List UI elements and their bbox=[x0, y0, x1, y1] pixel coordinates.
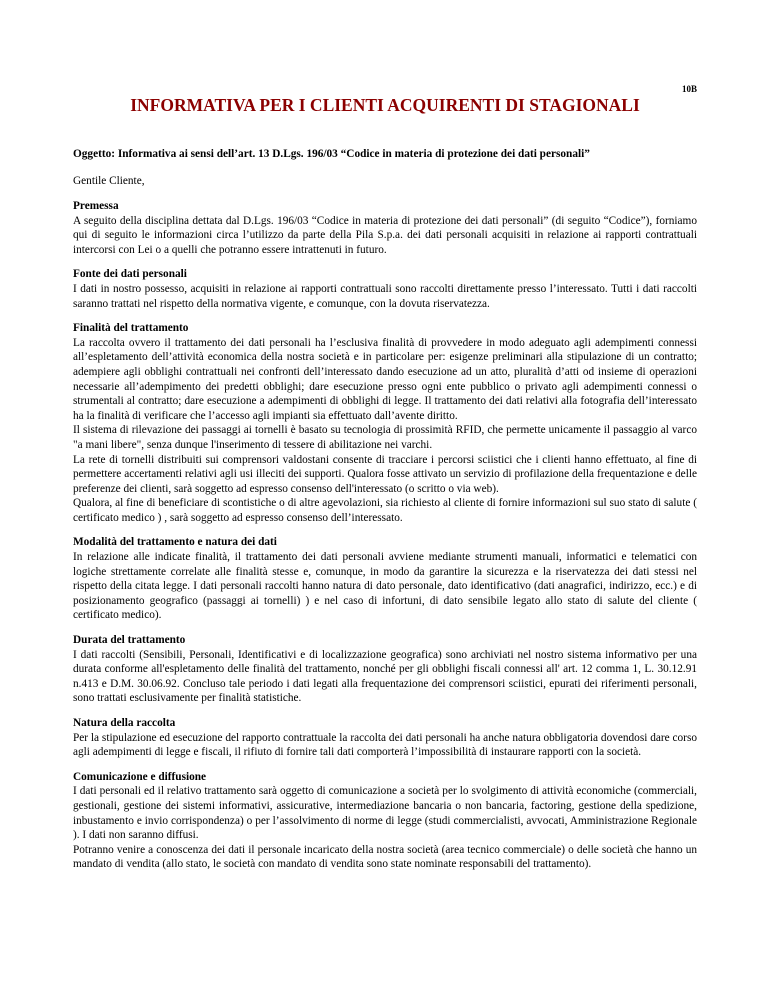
paragraph: La rete di tornelli distribuiti sui comprensori valdostani consente di tracciare i percorsi sciistici che i clienti hanno effettuato, al fine di permettere accertamenti relativi agli usi illeciti dei supporti. Qualora fosse attivato un servizio di profilazione della frequentazione e delle preferenze dei clienti, sarà soggetto ad espresso consenso dell'interessato (o scritto o via web). bbox=[73, 453, 697, 495]
section-heading: Premessa bbox=[73, 200, 119, 212]
paragraph: Il sistema di rilevazione dei passaggi ai tornelli è basato su tecnologia di prossimità RFID, che permette unicamente il passaggio al varco "a mani libere", senza dunque l'inserimento di tessere di abilitazione nei varchi. bbox=[73, 424, 697, 451]
paragraph: Potranno venire a conoscenza dei dati il personale incaricato della nostra società (area tecnico commerciale) o delle società che hanno un mandato di vendita (allo stato, le società con mandato di vendita sono state nominate responsabili del trattamento). bbox=[73, 843, 697, 871]
greeting: Gentile Cliente, bbox=[73, 175, 145, 187]
section-modalita bbox=[73, 535, 697, 623]
paragraph: I dati raccolti (Sensibili, Personali, Identificativi e di localizzazione geografica) sono archiviati nel nostro sistema informativo per una durata conforme all'espletamento delle finalità del trattamento, nonché per gli obblighi fiscali connessi all' art. 12 comma 1, L. 30.12.91 n.413 e D.M. 30.06.92. Concluso tale periodo i dati legati alla frequentazione dei comprensori sciistici, epurati dei riferimenti personali, sono trattati esclusivamente per finalità statistiche. bbox=[73, 648, 697, 705]
sections-container bbox=[73, 199, 697, 882]
section-fonte-dati bbox=[73, 267, 697, 311]
section-heading: Durata del trattamento bbox=[73, 634, 186, 647]
section-premessa bbox=[73, 199, 697, 257]
section-comunicazione bbox=[73, 770, 697, 872]
section-heading: Fonte dei dati personali bbox=[73, 268, 187, 281]
paragraph: I dati personali ed il relativo trattamento sarà oggetto di comunicazione a società per lo svolgimento di attività economiche (commerciali, gestionali, gestione dei sistemi informativi, assicurative, intermediazione bancaria o non bancaria, factoring, gestione della spedizione, inbustamento e invio corrispondenza) o per l’assolvimento di norme di legge (studi commercialisti, avvocati, Amministrazione Regionale ). I dati non saranno diffusi. bbox=[73, 785, 697, 842]
section-durata bbox=[73, 633, 697, 706]
subject-line: Oggetto: Informativa ai sensi dell’art. 13 D.Lgs. 196/03 “Codice in materia di protezione dei dati personali” bbox=[73, 148, 590, 160]
section-heading: Finalità del trattamento bbox=[73, 322, 189, 335]
section-heading: Modalità del trattamento e natura dei dati bbox=[73, 536, 277, 549]
section-natura-raccolta bbox=[73, 716, 697, 760]
section-finalita bbox=[73, 321, 697, 525]
document-title: INFORMATIVA PER I CLIENTI ACQUIRENTI DI STAGIONALI bbox=[130, 95, 640, 115]
section-heading: Comunicazione e diffusione bbox=[73, 770, 207, 783]
paragraph: A seguito della disciplina dettata dal D.Lgs. 196/03 “Codice in materia di protezione dei dati personali” (di seguito “Codice”), forniamo qui di seguito le informazioni circa l’utilizzo da parte della Pila S.p.a. dei dati personali acquisiti in relazione ai rapporti contrattuali intercorsi con Lei o a quelli che potranno essere intrattenuti in futuro. bbox=[73, 214, 697, 256]
section-heading: Natura della raccolta bbox=[73, 717, 176, 729]
paragraph: La raccolta ovvero il trattamento dei dati personali ha l’esclusiva finalità di provvedere in modo adeguato agli adempimenti connessi all’espletamento dell’attività economica della nostra società e in particolare per: esigenze preliminari alla stipulazione di un contratto; adempiere agli obblighi contrattuali nei confronti dell’interessato dando esecuzione ad un atto, pluralità d’atti od insieme di operazioni necessarie all’adempimento dei predetti obblighi; dare esecuzione presso ogni ente pubblico o privato agli adempimenti connessi o strumentali al contratto; dare esecuzione a adempimenti di obblighi di legge. Il trattamento dei dati relativi alla fotografia dell’interessato ha la finalità di verificare che l’accesso agli impianti sia effettuato dall’avente diritto. bbox=[73, 336, 697, 422]
page-code: 10B bbox=[681, 84, 697, 94]
paragraph: I dati in nostro possesso, acquisiti in relazione ai rapporti contrattuali sono raccolti direttamente presso l’interessato. Tutti i dati raccolti saranno trattati nel rispetto della normativa vigente, e comunque, con la dovuta riservatezza. bbox=[73, 282, 697, 310]
paragraph: In relazione alle indicate finalità, il trattamento dei dati personali avviene mediante strumenti manuali, informatici e telematici con logiche strettamente correlate alle finalità stesse e, comunque, in modo da garantire la sicurezza e la riservatezza dei dati stessi nel rispetto della citata legge. I dati personali raccolti hanno natura di dato personale, dato identificativo (dati anagrafici, indirizzo, ecc.) e di posizionamento geografico (passaggi ai tornelli) ) e nel caso di infortuni, di dato sensibile legato allo stato di salute del cliente ( certificato medico). bbox=[73, 551, 697, 622]
paragraph: Per la stipulazione ed esecuzione del rapporto contrattuale la raccolta dei dati personali ha anche natura obbligatoria dovendosi dare corso agli adempimenti di legge e fiscali, il rifiuto di fornire tali dati comporterà l’impossibilità di instaurare rapporti con la società. bbox=[73, 731, 697, 759]
paragraph: Qualora, al fine di beneficiare di scontistiche o di altre agevolazioni, sia richiesto al cliente di fornire informazioni sul suo stato di salute ( certificato medico ) , sarà soggetto ad espresso consenso dell’interessato. bbox=[73, 497, 697, 524]
